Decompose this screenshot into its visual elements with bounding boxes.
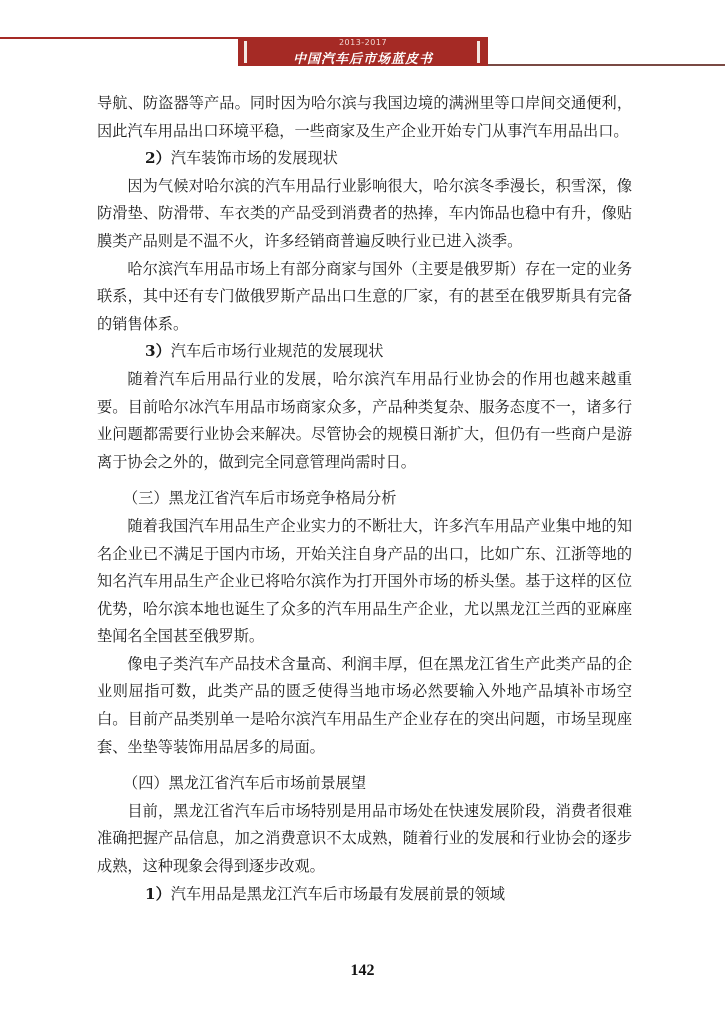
paragraph: 像电子类汽车产品技术含量高、利润丰厚，但在黑龙江省生产此类产品的企业则屈指可数，此类产品的匮乏使得当地市场必然要输入外地产品填补市场空白。目前产品类别单一是哈尔滨汽车用品生产企业存在的突出问题，市场呈现座套、坐垫等装饰用品居多的局面。: [97, 654, 632, 756]
paragraph: 哈尔滨汽车用品市场上有部分商家与国外（主要是俄罗斯）存在一定的业务联系，其中还有专门做俄罗斯产品出口生意的厂家，有的甚至在俄罗斯具有完备的销售体系。: [97, 259, 632, 333]
subheading-number: 1）: [145, 884, 171, 903]
header-rule-right: [488, 64, 725, 66]
header-rule-left: [0, 37, 240, 39]
section-heading-3: （三）黑龙江省汽车后市场竞争格局分析: [123, 489, 397, 508]
subheading-text: 汽车用品是黑龙江汽车后市场最有发展前景的领域: [170, 884, 505, 903]
paragraph-continued: 导航、防盗器等产品。同时因为哈尔滨与我国边境的满洲里等口岸间交通便利，因此汽车用品出口环境平稳，一些商家及生产企业开始专门从事汽车用品出口。: [97, 94, 632, 140]
subheading-2: [97, 145, 632, 173]
paragraph: 随着汽车后用品行业的发展，哈尔滨汽车用品行业协会的作用也越来越重要。目前哈尔冰汽车用品市场商家众多，产品种类复杂、服务态度不一，诸多行业问题都需要行业协会来解决。尽管协会的规模日渐扩大，但仍有一些商户是游离于协会之外的，做到完全同意管理尚需时日。: [97, 369, 632, 471]
page-number: 142: [350, 962, 375, 979]
subheading-1: [97, 881, 632, 909]
subheading-3: [97, 338, 632, 366]
paragraph: 因为气候对哈尔滨的汽车用品行业影响很大，哈尔滨冬季漫长，积雪深，像防滑垫、防滑带、车衣类的产品受到消费者的热捧，车内饰品也稳中有升，像贴膜类产品则是不温不火，许多经销商普遍反映行业已进入淡季。: [97, 176, 632, 250]
banner-years: 2013-2017: [338, 38, 388, 47]
header-banner: [238, 37, 488, 66]
subheading-number: 2）: [145, 149, 171, 168]
paragraph: 目前，黑龙江省汽车后市场特别是用品市场处在快速发展阶段，消费者很难准确把握产品信息，加之消费意识不太成熟，随着行业的发展和行业协会的逐步成熟，这种现象会得到逐步改观。: [97, 801, 632, 876]
spacer: [97, 761, 632, 770]
subheading-text: 汽车装饰市场的发展现状: [170, 149, 338, 168]
banner-title: 中国汽车后市场蓝皮书: [292, 52, 433, 67]
banner-bar-right: [477, 41, 480, 63]
subheading-number: 3）: [145, 342, 171, 361]
section-heading-4: （四）黑龙江省汽车后市场前景展望: [123, 774, 366, 793]
spacer: [97, 476, 632, 485]
paragraph: 随着我国汽车用品生产企业实力的不断壮大，许多汽车用品产业集中地的知名企业已不满足于国内市场，开始关注自身产品的出口，比如广东、江浙等地的知名汽车用品生产企业已将哈尔滨作为打开国外市场的桥头堡。基于这样的区位优势，哈尔滨本地也诞生了众多的汽车用品生产企业，尤以黑龙江兰西的亚麻座垫闻名全国甚至俄罗斯。: [97, 516, 632, 646]
subheading-text: 汽车后市场行业规范的发展现状: [170, 342, 384, 361]
page-body: [97, 90, 632, 908]
